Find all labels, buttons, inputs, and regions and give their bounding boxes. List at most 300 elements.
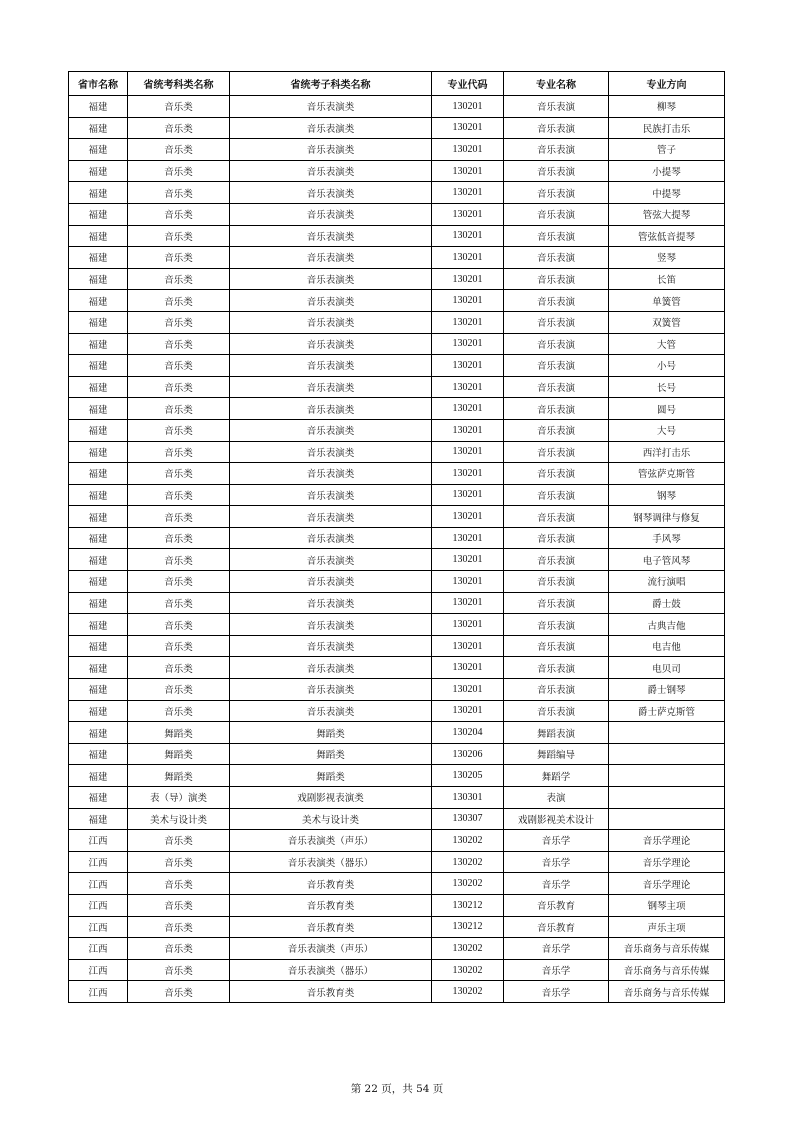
table-row [69,808,725,830]
table-row [69,441,725,463]
cell-subcategory: 音乐教育类 [230,981,432,1003]
table-row [69,139,725,161]
cell-major-code: 130201 [432,311,504,333]
cell-province: 福建 [69,657,128,679]
table-row [69,506,725,528]
cell-category: 音乐类 [128,96,230,118]
page-footer: 第 22 页，共 54 页 [350,1083,444,1095]
cell-subcategory: 音乐表演类 [230,333,432,355]
table-row [69,571,725,593]
cell-major-code: 130201 [432,376,504,398]
cell-major-code: 130202 [432,938,504,960]
cell-major-direction: 管弦低音提琴 [609,225,725,247]
header-province: 省市名称 [69,72,128,96]
cell-subcategory: 音乐表演类 [230,549,432,571]
cell-subcategory: 音乐表演类 [230,203,432,225]
cell-category: 音乐类 [128,117,230,139]
cell-category: 音乐类 [128,484,230,506]
table-row [69,484,725,506]
cell-subcategory: 音乐表演类 [230,592,432,614]
table-row [69,592,725,614]
table-row [69,700,725,722]
cell-category: 音乐类 [128,873,230,895]
cell-category: 音乐类 [128,527,230,549]
cell-category: 音乐类 [128,592,230,614]
cell-category: 音乐类 [128,355,230,377]
cell-major-name: 音乐教育 [504,916,609,938]
table-row [69,355,725,377]
cell-major-code: 130201 [432,290,504,312]
cell-major-code: 130201 [432,419,504,441]
cell-subcategory: 音乐教育类 [230,873,432,895]
cell-major-direction: 爵士钢琴 [609,679,725,701]
cell-major-name: 音乐表演 [504,398,609,420]
cell-subcategory: 音乐表演类 [230,117,432,139]
cell-province: 福建 [69,571,128,593]
table-row [69,182,725,204]
cell-province: 福建 [69,355,128,377]
cell-major-name: 音乐表演 [504,247,609,269]
cell-major-direction: 钢琴主项 [609,894,725,916]
cell-category: 舞蹈类 [128,765,230,787]
cell-province: 福建 [69,484,128,506]
cell-major-name: 音乐表演 [504,441,609,463]
cell-category: 音乐类 [128,894,230,916]
table-row [69,851,725,873]
cell-major-code: 130201 [432,247,504,269]
cell-major-name: 音乐表演 [504,592,609,614]
cell-major-direction: 西洋打击乐 [609,441,725,463]
cell-province: 福建 [69,182,128,204]
cell-major-direction: 小号 [609,355,725,377]
cell-major-direction [609,722,725,744]
cell-category: 音乐类 [128,938,230,960]
cell-subcategory: 音乐表演类 [230,247,432,269]
cell-major-code: 130205 [432,765,504,787]
cell-major-code: 130201 [432,484,504,506]
cell-major-name: 音乐表演 [504,290,609,312]
cell-province: 福建 [69,463,128,485]
cell-major-code: 130201 [432,117,504,139]
cell-category: 音乐类 [128,830,230,852]
cell-subcategory: 音乐表演类 [230,679,432,701]
cell-major-direction: 管弦萨克斯管 [609,463,725,485]
cell-subcategory: 舞蹈类 [230,722,432,744]
cell-province: 福建 [69,614,128,636]
cell-major-name: 音乐表演 [504,614,609,636]
cell-category: 音乐类 [128,268,230,290]
cell-subcategory: 音乐表演类 [230,398,432,420]
cell-major-code: 130301 [432,787,504,809]
table-row [69,722,725,744]
cell-major-direction: 圆号 [609,398,725,420]
cell-major-code: 130201 [432,268,504,290]
cell-major-name: 表演 [504,787,609,809]
cell-category: 音乐类 [128,290,230,312]
cell-major-direction: 中提琴 [609,182,725,204]
cell-subcategory: 音乐表演类（器乐） [230,851,432,873]
cell-major-direction: 音乐学理论 [609,851,725,873]
cell-province: 福建 [69,225,128,247]
cell-category: 音乐类 [128,376,230,398]
cell-subcategory: 音乐表演类 [230,657,432,679]
cell-category: 音乐类 [128,981,230,1003]
cell-category: 音乐类 [128,679,230,701]
cell-province: 福建 [69,160,128,182]
cell-province: 福建 [69,635,128,657]
cell-major-code: 130201 [432,549,504,571]
cell-category: 音乐类 [128,203,230,225]
cell-major-code: 130201 [432,203,504,225]
cell-major-code: 130201 [432,96,504,118]
cell-major-direction: 双簧管 [609,311,725,333]
cell-subcategory: 音乐表演类 [230,96,432,118]
cell-major-direction: 电子管风琴 [609,549,725,571]
cell-major-code: 130201 [432,679,504,701]
cell-province: 江西 [69,938,128,960]
cell-major-direction: 电贝司 [609,657,725,679]
cell-major-code: 130206 [432,743,504,765]
cell-major-code: 130202 [432,851,504,873]
cell-province: 福建 [69,96,128,118]
cell-major-direction: 音乐商务与音乐传媒 [609,981,725,1003]
cell-major-name: 戏剧影视美术设计 [504,808,609,830]
cell-major-direction: 长号 [609,376,725,398]
cell-province: 江西 [69,894,128,916]
cell-major-name: 音乐表演 [504,463,609,485]
cell-major-direction [609,765,725,787]
cell-province: 福建 [69,311,128,333]
header-row [69,72,725,96]
cell-subcategory: 音乐表演类 [230,311,432,333]
cell-province: 福建 [69,398,128,420]
cell-major-code: 130201 [432,225,504,247]
header-major-direction: 专业方向 [609,72,725,96]
cell-subcategory: 音乐表演类（声乐） [230,830,432,852]
cell-major-name: 音乐表演 [504,571,609,593]
cell-province: 福建 [69,808,128,830]
cell-major-name: 音乐表演 [504,160,609,182]
cell-subcategory: 美术与设计类 [230,808,432,830]
cell-major-direction: 钢琴 [609,484,725,506]
cell-category: 音乐类 [128,657,230,679]
cell-category: 音乐类 [128,225,230,247]
cell-category: 音乐类 [128,182,230,204]
cell-major-direction: 爵士鼓 [609,592,725,614]
cell-major-name: 音乐表演 [504,679,609,701]
cell-province: 福建 [69,441,128,463]
table-row [69,765,725,787]
table-row [69,225,725,247]
cell-major-direction [609,743,725,765]
cell-province: 福建 [69,743,128,765]
cell-major-code: 130201 [432,506,504,528]
cell-subcategory: 音乐教育类 [230,894,432,916]
table-row [69,959,725,981]
cell-major-name: 音乐表演 [504,96,609,118]
cell-subcategory: 音乐表演类 [230,160,432,182]
cell-category: 表（导）演类 [128,787,230,809]
cell-major-name: 音乐表演 [504,657,609,679]
cell-category: 音乐类 [128,247,230,269]
cell-major-name: 音乐表演 [504,484,609,506]
cell-major-direction: 民族打击乐 [609,117,725,139]
table-row [69,916,725,938]
cell-category: 音乐类 [128,419,230,441]
table-row [69,96,725,118]
cell-province: 福建 [69,247,128,269]
cell-subcategory: 音乐表演类 [230,463,432,485]
cell-major-code: 130212 [432,894,504,916]
table-row [69,981,725,1003]
cell-major-name: 音乐表演 [504,311,609,333]
cell-province: 江西 [69,851,128,873]
cell-province: 福建 [69,139,128,161]
cell-major-code: 130201 [432,398,504,420]
table-row [69,160,725,182]
cell-major-direction: 音乐学理论 [609,873,725,895]
cell-category: 音乐类 [128,635,230,657]
cell-category: 美术与设计类 [128,808,230,830]
table-row [69,787,725,809]
header-major-name: 专业名称 [504,72,609,96]
cell-category: 音乐类 [128,311,230,333]
cell-subcategory: 音乐表演类 [230,571,432,593]
cell-subcategory: 音乐表演类（器乐） [230,959,432,981]
cell-major-name: 音乐表演 [504,333,609,355]
cell-province: 江西 [69,981,128,1003]
cell-category: 音乐类 [128,398,230,420]
cell-province: 福建 [69,722,128,744]
cell-major-direction: 长笛 [609,268,725,290]
cell-subcategory: 音乐表演类 [230,635,432,657]
cell-major-direction: 流行演唱 [609,571,725,593]
cell-major-code: 130201 [432,657,504,679]
cell-subcategory: 音乐表演类 [230,376,432,398]
cell-province: 福建 [69,592,128,614]
cell-subcategory: 音乐表演类 [230,484,432,506]
cell-major-direction: 管弦大提琴 [609,203,725,225]
table-row [69,311,725,333]
cell-province: 福建 [69,419,128,441]
cell-major-code: 130201 [432,139,504,161]
cell-major-direction: 小提琴 [609,160,725,182]
cell-subcategory: 音乐表演类 [230,268,432,290]
cell-subcategory: 舞蹈类 [230,765,432,787]
cell-category: 音乐类 [128,571,230,593]
cell-major-direction: 管子 [609,139,725,161]
cell-major-name: 舞蹈表演 [504,722,609,744]
cell-major-code: 130201 [432,355,504,377]
cell-major-direction: 电吉他 [609,635,725,657]
cell-province: 福建 [69,527,128,549]
cell-category: 音乐类 [128,139,230,161]
table-row [69,873,725,895]
cell-category: 音乐类 [128,333,230,355]
cell-category: 舞蹈类 [128,722,230,744]
table-row [69,463,725,485]
cell-major-code: 130201 [432,333,504,355]
table-row [69,657,725,679]
header-major-code: 专业代码 [432,72,504,96]
cell-major-direction: 大号 [609,419,725,441]
cell-major-name: 音乐表演 [504,506,609,528]
cell-major-code: 130201 [432,441,504,463]
header-subcategory: 省统考子科类名称 [230,72,432,96]
cell-major-name: 音乐表演 [504,700,609,722]
cell-major-name: 音乐学 [504,830,609,852]
cell-category: 音乐类 [128,916,230,938]
table-row [69,938,725,960]
cell-major-name: 舞蹈学 [504,765,609,787]
cell-major-direction: 音乐学理论 [609,830,725,852]
cell-subcategory: 舞蹈类 [230,743,432,765]
cell-category: 音乐类 [128,700,230,722]
cell-category: 音乐类 [128,463,230,485]
cell-province: 福建 [69,376,128,398]
cell-major-direction: 柳琴 [609,96,725,118]
cell-province: 福建 [69,117,128,139]
cell-major-direction: 单簧管 [609,290,725,312]
cell-major-name: 音乐表演 [504,355,609,377]
table-row [69,398,725,420]
cell-subcategory: 音乐表演类 [230,527,432,549]
cell-major-name: 音乐表演 [504,268,609,290]
table-row [69,635,725,657]
cell-subcategory: 音乐表演类 [230,182,432,204]
cell-major-name: 音乐表演 [504,549,609,571]
cell-major-name: 音乐表演 [504,635,609,657]
cell-major-code: 130201 [432,182,504,204]
table-row [69,203,725,225]
table-row [69,549,725,571]
table-row [69,247,725,269]
table-row [69,679,725,701]
cell-province: 江西 [69,916,128,938]
cell-major-code: 130202 [432,873,504,895]
cell-major-direction: 钢琴调律与修复 [609,506,725,528]
cell-subcategory: 音乐表演类 [230,614,432,636]
cell-province: 福建 [69,290,128,312]
cell-category: 音乐类 [128,851,230,873]
cell-subcategory: 音乐表演类 [230,441,432,463]
cell-major-name: 音乐学 [504,851,609,873]
cell-major-name: 音乐表演 [504,376,609,398]
cell-major-name: 音乐表演 [504,527,609,549]
cell-major-code: 130212 [432,916,504,938]
cell-category: 音乐类 [128,506,230,528]
cell-major-code: 130204 [432,722,504,744]
cell-province: 福建 [69,765,128,787]
cell-major-direction: 爵士萨克斯管 [609,700,725,722]
cell-category: 音乐类 [128,549,230,571]
cell-province: 福建 [69,787,128,809]
cell-subcategory: 戏剧影视表演类 [230,787,432,809]
cell-major-name: 音乐教育 [504,894,609,916]
cell-major-name: 音乐表演 [504,203,609,225]
cell-major-code: 130201 [432,700,504,722]
cell-province: 江西 [69,959,128,981]
cell-major-direction [609,787,725,809]
table-row [69,376,725,398]
cell-major-code: 130201 [432,635,504,657]
cell-major-name: 音乐表演 [504,182,609,204]
header-category: 省统考科类名称 [128,72,230,96]
cell-major-code: 130201 [432,614,504,636]
cell-major-direction: 古典吉他 [609,614,725,636]
table-row [69,419,725,441]
table-row [69,830,725,852]
cell-major-name: 音乐表演 [504,225,609,247]
cell-major-direction: 音乐商务与音乐传媒 [609,938,725,960]
cell-major-direction: 竖琴 [609,247,725,269]
cell-major-name: 音乐学 [504,959,609,981]
cell-province: 福建 [69,506,128,528]
cell-major-direction [609,808,725,830]
cell-major-name: 音乐学 [504,981,609,1003]
table-row [69,614,725,636]
cell-category: 舞蹈类 [128,743,230,765]
cell-major-direction: 音乐商务与音乐传媒 [609,959,725,981]
cell-category: 音乐类 [128,959,230,981]
cell-province: 福建 [69,333,128,355]
cell-major-direction: 大管 [609,333,725,355]
cell-major-code: 130202 [432,981,504,1003]
table-row [69,333,725,355]
cell-major-code: 130201 [432,592,504,614]
cell-province: 江西 [69,830,128,852]
table-row [69,743,725,765]
cell-category: 音乐类 [128,160,230,182]
cell-major-name: 音乐表演 [504,139,609,161]
cell-major-code: 130307 [432,808,504,830]
table-row [69,527,725,549]
cell-major-name: 音乐学 [504,938,609,960]
cell-major-code: 130201 [432,160,504,182]
cell-major-code: 130202 [432,830,504,852]
cell-province: 福建 [69,700,128,722]
table-row [69,290,725,312]
cell-province: 福建 [69,268,128,290]
cell-subcategory: 音乐表演类 [230,290,432,312]
cell-subcategory: 音乐表演类 [230,506,432,528]
cell-province: 福建 [69,549,128,571]
cell-subcategory: 音乐表演类 [230,225,432,247]
cell-province: 江西 [69,873,128,895]
cell-province: 福建 [69,203,128,225]
table-row [69,894,725,916]
cell-major-name: 音乐表演 [504,117,609,139]
table-row [69,117,725,139]
admissions-table [68,71,725,1003]
table-row [69,268,725,290]
cell-major-code: 130201 [432,463,504,485]
cell-subcategory: 音乐表演类（声乐） [230,938,432,960]
cell-major-code: 130202 [432,959,504,981]
cell-major-name: 舞蹈编导 [504,743,609,765]
cell-major-code: 130201 [432,527,504,549]
cell-major-name: 音乐表演 [504,419,609,441]
cell-major-code: 130201 [432,571,504,593]
cell-subcategory: 音乐表演类 [230,419,432,441]
cell-major-direction: 手风琴 [609,527,725,549]
cell-subcategory: 音乐教育类 [230,916,432,938]
cell-category: 音乐类 [128,441,230,463]
cell-major-direction: 声乐主项 [609,916,725,938]
cell-subcategory: 音乐表演类 [230,139,432,161]
cell-category: 音乐类 [128,614,230,636]
cell-major-name: 音乐学 [504,873,609,895]
